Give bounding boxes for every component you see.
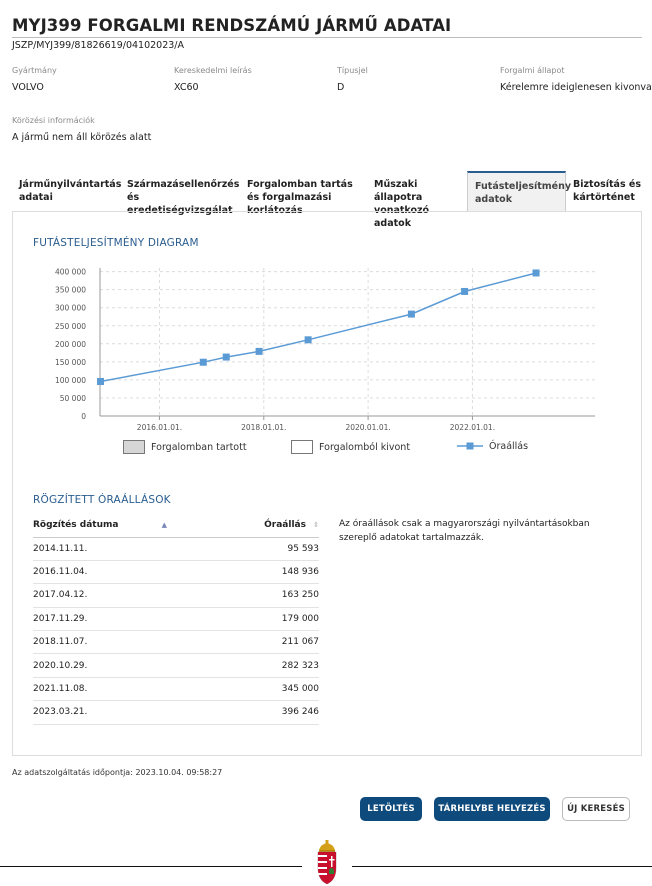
row-date: 2017.11.29. (33, 607, 236, 630)
data-point (223, 354, 230, 361)
y-tick-label: 200 000 (54, 339, 86, 349)
legend-label-in-circulation: Forgalomban tartott (151, 441, 247, 453)
new-search-button[interactable]: ÚJ KERESÉS (562, 797, 630, 821)
table-row (33, 584, 319, 607)
y-tick-label: 400 000 (54, 267, 86, 277)
type-value: D (337, 82, 345, 93)
trade-name-value: XC60 (174, 82, 199, 93)
tab-registry[interactable]: Járműnyilvántartás adatai (19, 179, 122, 203)
legend-swatch-mileage (457, 440, 483, 452)
search-info-value: A jármű nem áll körözés alatt (12, 132, 152, 143)
title-divider (12, 37, 642, 38)
mileage-chart (13, 262, 641, 438)
status-label: Forgalmi állapot (500, 66, 565, 75)
y-tick-label: 300 000 (54, 303, 86, 313)
x-tick-label: 2020.01.01. (345, 423, 391, 432)
chart-section-title: FUTÁSTELJESÍTMÉNY DIAGRAM (33, 237, 199, 249)
y-tick-label: 250 000 (54, 321, 86, 331)
tab-circulation[interactable]: Forgalomban tartás és forgalmazási korlátozás (247, 179, 353, 216)
column-header-mileage[interactable] (236, 514, 319, 537)
table-row (33, 701, 319, 724)
row-mileage: 396 246 (236, 701, 319, 724)
type-field (337, 66, 368, 93)
legend-label-withdrawn: Forgalomból kivont (319, 441, 411, 453)
data-point (97, 378, 104, 385)
row-mileage: 148 936 (236, 560, 319, 583)
column-mileage-label: Óraállás (264, 520, 306, 531)
manufacturer-value: VOLVO (12, 82, 44, 93)
x-tick-label: 2022.01.01. (449, 423, 496, 432)
table-row (33, 607, 319, 630)
data-point (305, 336, 312, 343)
column-header-date[interactable] (33, 514, 236, 537)
x-tick-label: 2016.01.01. (136, 423, 183, 432)
row-mileage: 163 250 (236, 584, 319, 607)
manufacturer-label: Gyártmány (12, 66, 57, 75)
reference-code: JSZP/MYJ399/81826619/04102023/A (12, 40, 185, 51)
table-header-row (33, 514, 319, 537)
tab-origin-check[interactable]: Származásellenőrzés és eredetiségvizsgálat (127, 179, 240, 216)
mileage-records-table (33, 514, 319, 725)
page-title: MYJ399 FORGALMI RENDSZÁMÚ JÁRMŰ ADATAI (12, 16, 452, 35)
legend-label-mileage: Óraállás (489, 440, 529, 452)
records-section-title: RÖGZÍTETT ÓRAÁLLÁSOK (33, 494, 171, 506)
search-info-field (12, 116, 151, 143)
y-tick-label: 0 (81, 412, 86, 421)
tab-insurance[interactable]: Biztosítás és kártörténet (573, 179, 642, 203)
trade-name-label: Kereskedelmi leírás (174, 66, 252, 75)
data-point (408, 311, 415, 318)
data-point (461, 288, 468, 295)
row-date: 2017.04.12. (33, 584, 236, 607)
table-row (33, 560, 319, 583)
row-date: 2020.10.29. (33, 654, 236, 677)
status-value: Kérelemre ideiglenesen kivonva (500, 82, 652, 93)
row-mileage: 95 593 (236, 537, 319, 560)
legend-swatch-withdrawn (291, 440, 313, 454)
row-date: 2016.11.04. (33, 560, 236, 583)
table-row (33, 631, 319, 654)
download-button[interactable]: LETÖLTÉS (360, 797, 422, 821)
row-date: 2014.11.11. (33, 537, 236, 560)
legend-swatch-in-circulation (123, 440, 145, 454)
row-mileage: 211 067 (236, 631, 319, 654)
trade-name-field (174, 66, 252, 93)
sort-ascending-icon: ▲ (161, 521, 167, 530)
row-date: 2021.11.08. (33, 677, 236, 700)
legend-mileage (457, 440, 528, 452)
legend-in-circulation (123, 440, 247, 454)
column-date-label: Rögzítés dátuma (33, 520, 119, 531)
footer-divider-right (352, 866, 652, 867)
x-tick-label: 2018.01.01. (241, 423, 287, 432)
footer-divider-left (0, 866, 302, 867)
y-tick-label: 100 000 (54, 375, 86, 385)
y-tick-label: 50 000 (59, 393, 86, 403)
tab-bar (12, 171, 642, 229)
legend-withdrawn (291, 440, 410, 454)
row-date: 2018.11.07. (33, 631, 236, 654)
coat-of-arms-icon (315, 840, 339, 886)
row-mileage: 282 323 (236, 654, 319, 677)
save-to-storage-button[interactable]: TÁRHELYBE HELYEZÉS (434, 797, 550, 821)
data-point (533, 269, 540, 276)
row-date: 2023.03.21. (33, 701, 236, 724)
data-point (200, 359, 207, 366)
search-info-label: Körözési információk (12, 116, 95, 125)
table-row (33, 537, 319, 560)
table-row (33, 677, 319, 700)
y-tick-label: 150 000 (54, 357, 86, 367)
y-tick-label: 350 000 (54, 285, 86, 295)
mileage-panel (12, 211, 642, 756)
records-note: Az óraállások csak a magyarországi nyilvántartásokban szereplő adatokat tartalmazzák. (339, 519, 590, 543)
manufacturer-field (12, 66, 57, 93)
status-field (500, 66, 652, 93)
query-timestamp: Az adatszolgáltatás időpontja: 2023.10.04. 09:58:27 (12, 768, 223, 777)
type-label: Típusjel (337, 66, 368, 75)
tab-technical[interactable]: Műszaki állapotra vonatkozó adatok (374, 179, 430, 229)
table-row (33, 654, 319, 677)
row-mileage: 345 000 (236, 677, 319, 700)
sort-neutral-icon: ⇕ (313, 521, 319, 530)
row-mileage: 179 000 (236, 607, 319, 630)
data-point (256, 348, 263, 355)
tab-mileage[interactable]: Futásteljesítmény adatok (467, 171, 566, 211)
